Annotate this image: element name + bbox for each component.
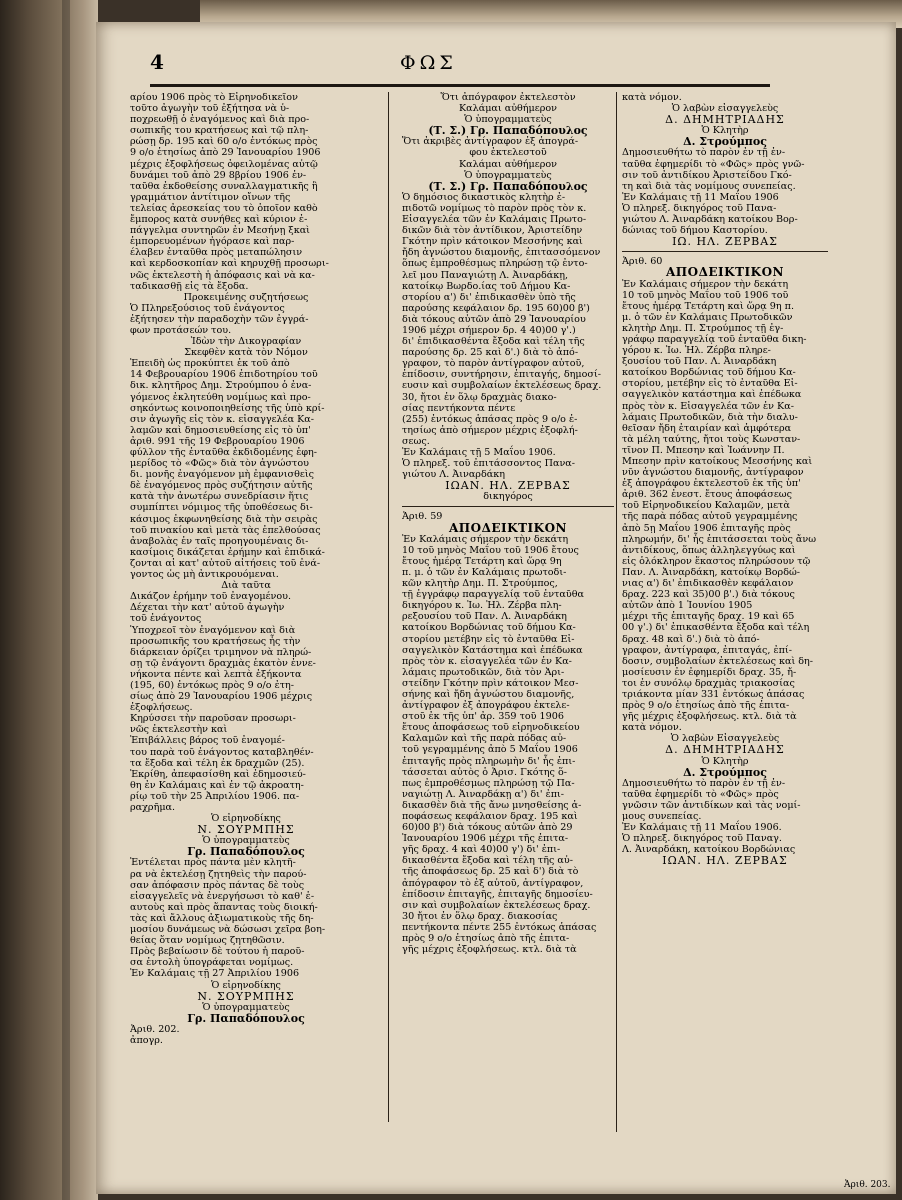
text-line: Ὁ εἰρηνοδίκης xyxy=(211,979,281,991)
column-2 xyxy=(402,92,614,1142)
text-line: ἀντίγραφον ἐξ ἀπογράφου ἐκτελε- xyxy=(402,700,570,712)
text-line: γραμμάτιον ἀντίτιμον οἴνων τῆς xyxy=(130,191,291,203)
text-line: Ὁ πληρεξ. δικηγόρος τοῦ Παναγ. xyxy=(622,833,782,845)
text-line: ταῦθα ἐφημερίδι τὸ «Φῶς» πρὸς γνῶ- xyxy=(622,158,805,170)
text-line: ἀριθ. 362 ἐνεστ. ἔτους ἀποφάσεως xyxy=(622,489,792,501)
text-line: ραχρῆμα. xyxy=(130,802,176,813)
text-line: γιώτου Λ. Ἀιναρδάκη xyxy=(402,469,505,481)
column-1 xyxy=(130,92,362,1122)
text-line: εἰσαγγελεῖς νὰ ἐνεργήσωσι τὸ καθ' ἑ- xyxy=(130,890,315,902)
text-line: δώνιας τοῦ δήμου Καστορίου. xyxy=(622,225,768,237)
text-line: γοντος ὡς μὴ ἀντικρουόμεναι. xyxy=(130,569,279,581)
text-line: ἐξ ἀπογράφου ἐκτελεστοῦ ἐκ τῆς ὑπ' xyxy=(622,478,801,490)
text-line: σαν ἀπόφασιν πρὸς πάντας δὲ τοὺς xyxy=(130,879,305,891)
text-line: Ἐπειδὴ ὡς προκύπτει ἐκ τοῦ ἀπὸ xyxy=(130,358,290,370)
text-line: δικῶν διὰ τὸν ἀντίδικον, Ἀριστείδην xyxy=(402,225,583,237)
text-line: γόρου κ. Ἰω. Ἠλ. Ζέρβα πληρε- xyxy=(622,345,771,357)
text-line: δι. μονῆς ἐναγόμενον μὴ ἐμφανισθεὶς xyxy=(130,469,314,481)
text-line: παρούσης δρ. 25 καὶ δ'.) διὰ τὸ ἀπό- xyxy=(402,347,579,359)
text-line: Διὰ ταῦτα xyxy=(221,580,271,592)
text-line: ἀριθ. 991 τῆς 19 Φεβρουαρίου 1906 xyxy=(130,435,305,447)
text-line: ἐπίδοσιν, συντήρησιν, ἐπιταγής, δημοσί- xyxy=(402,369,601,381)
text-line: τὰ μέλη ταύτης, ἤτοι τοὺς Κωνσταν- xyxy=(622,433,801,445)
text-line: δραχ. 223 καὶ 35)00 β'.) διὰ τόκους xyxy=(622,589,795,601)
text-line: του παρὰ τοῦ ἐνάγοντος καταβληθέν- xyxy=(130,746,314,758)
text-line: πάγγελμα συντηρῶν ἐν Μεσήνῃ ξκαὶ xyxy=(130,225,310,237)
text-line: πρὸς τὸν κ. Εἰσαγγελέα τῶν ἐν Κα- xyxy=(622,400,794,412)
text-line: τοῦ ἐνάγοντος xyxy=(130,613,202,625)
text-line: Δ. Στρούμπος xyxy=(683,765,767,779)
text-line: ΙΩΑΝ. ΗΛ. ΖΕΡΒΑΣ xyxy=(662,854,788,868)
text-line: ὅπως ἐμπροθέσμως πληρώσῃ τῷ ἐντο- xyxy=(402,258,588,270)
text-line: ταδικασθῇ εἰς τὰ ἔξοδα. xyxy=(130,280,249,292)
text-line: ἔτους ἡμέρᾳ Τετάρτη καὶ ὥρᾳ 9η π. xyxy=(622,300,795,312)
text-line: Ὅτι ἀπόγραφον ἐκτελεστὸν xyxy=(440,92,576,103)
text-line: Ὁ ὑπογραμματεὺς xyxy=(202,835,290,847)
text-line: δικηγόρος xyxy=(483,491,533,503)
text-line: Ἐν Καλάμαις τῇ 11 Μαΐου 1906 xyxy=(622,191,779,203)
text-line: Δικάζον ἐρήμην τοῦ ἐναγομένου. xyxy=(130,591,292,603)
text-line: π. μ. ὁ τῶν ἐν Καλάμαις πρωτοδι- xyxy=(402,566,567,578)
text-line: σωπικῆς του κρατήσεως καὶ τῷ πλη- xyxy=(130,125,309,137)
text-line: μ. ὁ τῶν ἐν Καλάμαις Πρωτοδικῶν xyxy=(622,311,793,323)
text-line: τη καὶ διὰ τὰς νομίμους συνεπείας. xyxy=(622,180,796,192)
text-line: λάμαις Πρωτοδικῶν, διὰ τὴν διαλυ- xyxy=(622,411,798,423)
text-line: συμπίπτει νόμιμος τῆς ὑποθέσεως δι- xyxy=(130,502,313,514)
text-line: στορίου, μετέβην εἰς τὸ ἐνταῦθα Εἰ- xyxy=(622,378,798,390)
text-line: ρεξουσίου τοῦ Παν. Λ. Ἀιναρδάκη xyxy=(402,611,567,623)
text-line: κατὰ τὴν ἀνωτέρω συνεδρίασιν ἥτις xyxy=(130,491,309,503)
text-line: Ν. ΣΟΥΡΜΠΗΣ xyxy=(197,823,295,837)
text-line: Ὁ ὑπογραμματεὺς xyxy=(464,114,552,126)
text-line: Καλάμαι αὐθήμερον xyxy=(458,103,558,115)
text-line: σιν ἀγωγῆς εἰς τὸν κ. εἰσαγγελέα Κα- xyxy=(130,413,315,425)
text-line: Ὑποχρεοῖ τὸν ἐναγόμενον καὶ διὰ xyxy=(130,624,296,636)
text-line: τοῦ Εἰρηνοδικείου Καλαμῶν, μετὰ xyxy=(622,500,790,512)
text-line: νῦν ἀγνώστου διαμονῆς, ἀντίγραφον xyxy=(622,467,804,479)
text-line: ἤδη ἀγνώστου διαμονῆς, ἐπιτασσόμενον xyxy=(402,247,601,259)
footer-number: Ἀριθ. 203. xyxy=(844,1180,891,1190)
text-line: τῆς ἀποφάσεως δρ. 25 καὶ δ') διὰ τὸ xyxy=(402,866,579,878)
text-line: δικ. κλητῆρος Δημ. Στρούμπου ὁ ἐνα- xyxy=(130,380,312,392)
text-line: πως ἐμπροθέσμως πληρώσῃ τῷ Πα- xyxy=(402,777,575,789)
text-line: τῇ ἐγγράφῳ παραγγελίᾳ τοῦ ἐνταῦθα xyxy=(402,589,584,601)
text-line: Ν. ΣΟΥΡΜΠΗΣ xyxy=(197,989,295,1003)
text-line: θεῖσαν ἤδη ἑταιρίαν καὶ ἀμφότερα xyxy=(622,422,792,434)
text-line: Ὁ πληρεξ. τοῦ ἐπιτάσσοντος Πανα- xyxy=(402,458,575,470)
text-line: τοι ἐν συνόλῳ δραχμὰς τριακοσίας xyxy=(622,677,795,689)
text-line: γράφῳ παραγγελίᾳ τοῦ ἐνταῦθα δικη- xyxy=(622,333,807,345)
text-line: μοσίου δυνάμεως νὰ δώσωσι χεῖρα βοη- xyxy=(130,924,326,936)
text-line: γιώτου Λ. Ἀιναρδάκη κατοίκου Βορ- xyxy=(622,214,798,226)
text-line: πιδοτῶ νομίμως τὸ παρὸν πρὸς τὸν κ. xyxy=(402,202,587,214)
text-line: σῃ τῷ ἐνάγοντι δραχμὰς ἑκατὸν ἐννε- xyxy=(130,657,316,669)
text-line: δὲ ἐναγόμενος πρὸς συζήτησιν αὐτῆς xyxy=(130,480,313,492)
text-line: νιας α') δι' ἐπιδικασθὲν κεφάλαιον xyxy=(622,578,794,590)
text-line: μους συνεπείας. xyxy=(622,811,702,822)
text-line: νήκοντα πέντε καὶ λεπτὰ ἑξήκοντα xyxy=(130,668,302,680)
text-line: (Τ. Σ.) Γρ. Παπαδόπουλος xyxy=(428,179,588,193)
text-line: ταῦθα ἐκδοθείσης συναλλαγματικῆς ἢ xyxy=(130,180,318,192)
text-line: δικηγόρου κ. Ἰω. Ἠλ. Ζέρβα πλη- xyxy=(402,600,562,612)
text-line: ρίῳ τοῦ τὴν 25 Ἀπριλίου 1906. πα- xyxy=(130,790,300,802)
text-line: μέχρι τῆς ἐπιταγῆς δραχ. 19 καὶ 65 xyxy=(622,611,795,623)
text-line: έλαβεν ἐνταῦθα πρὸς μεταπώλησιν xyxy=(130,247,303,259)
text-line: (Τ. Σ.) Γρ. Παπαδόπουλος xyxy=(428,124,588,138)
text-line: εἰς ὁλόκληρον ἕκαστος πληρώσουν τῷ xyxy=(622,555,811,567)
text-line: 30 ἤτοι ἐν ὅλῳ δραχ. διακοσίας xyxy=(402,910,558,922)
text-line: σαγγελικὸν Κατάστημα καὶ ἐπέδωκα xyxy=(402,644,583,656)
text-line: ΙΩΑΝ. ΗΛ. ΖΕΡΒΑΣ xyxy=(445,479,571,493)
text-line: νῶς ἐκτελεστὴ ἡ ἀπόφασις καὶ νὰ κα- xyxy=(130,269,315,281)
text-line: κλητὴρ Δημ. Π. Στρούμπος τῇ ἐγ- xyxy=(622,322,784,334)
text-line: σήνης καὶ ἤδη ἀγνώστου διαμονῆς, xyxy=(402,688,575,700)
text-line: κατοίκῳ Βωρδο.ίας τοῦ Δήμου Κα- xyxy=(402,280,571,292)
text-line: πρὸς τὸν κ. εἰσαγγελέα τῶν ἐν Κα- xyxy=(402,655,572,667)
text-line: ἐπιταγῆς πρὸς πληρωμὴν δι' ἧς ἐπι- xyxy=(402,755,576,767)
text-line: τὰς καὶ ἄλλους ἀξιωματικοὺς τῆς δη- xyxy=(130,912,314,924)
column-3 xyxy=(622,92,828,1132)
text-line: ναγιώτῃ Λ. Ἀιναρδάκῃ α') δι' ἐπι- xyxy=(402,788,565,800)
text-line: σίας πεντήκοντα πέντε xyxy=(402,402,516,414)
text-line: ἔμπορος κατὰ συνήθες καὶ κύριον ἐ- xyxy=(130,214,308,226)
text-line: στοῦ ἐκ τῆς ὑπ' ἀρ. 359 τοῦ 1906 xyxy=(402,711,564,723)
text-line: σα ἐντολὴ ὑπογράφεται νομίμως. xyxy=(130,957,294,969)
text-line: σιν τοῦ ἀντιδίκου Ἀριστείδου Γκό- xyxy=(622,169,792,181)
text-line: Ὁ εἰρηνοδίκης xyxy=(211,813,281,825)
page-header xyxy=(150,50,770,90)
text-line: Κηρύσσει τὴν παροῦσαν προσωρι- xyxy=(130,713,296,725)
text-line: Παν. Λ. Ἀιναρδάκη, κατοίκῳ Βορδώ- xyxy=(622,566,801,578)
text-line: αρίου 1906 πρὸς τὸ Εἰρηνοδικεῖον xyxy=(130,92,298,103)
text-line: φύλλον τῆς ἐνταῦθα ἐκδιδομένης ἐφη- xyxy=(130,447,318,458)
text-line: ποχρεωθῇ ὁ ἐναγόμενος καὶ διὰ προ- xyxy=(130,114,310,126)
text-line: ρα νὰ ἐκτελέσῃ ζητηθεὶς τὴν παρού- xyxy=(130,868,307,880)
text-line: Ὁ λαβὼν Εἰσαγγελεὺς xyxy=(670,733,780,745)
text-line: Ἐν Καλάμαις σήμερον τὴν δεκάτη xyxy=(402,533,569,545)
text-line: Δημοσιευθήτω τὸ παρὸν ἐν τῇ ἐν- xyxy=(622,147,786,159)
text-line: φου ἐκτελεστοῦ xyxy=(469,147,547,159)
text-line: γῆς δραχ. 4 καὶ 40)00 γ') δι' ἐπι- xyxy=(402,844,561,856)
text-line: 14 Φεβρουαρίου 1906 ἐπιδοτηρίου τοῦ xyxy=(130,369,318,381)
text-line: προσωπικῆς του κρατήσεως ἧς τὴν xyxy=(130,635,301,647)
page-number: 4 xyxy=(150,50,164,74)
section-rule xyxy=(622,251,828,252)
text-line: γραφον, ἀντίγραφα, ἐπιταγάς, ἐπί- xyxy=(622,644,792,656)
text-line: ἀπὸ 5ῃ Μαΐου 1906 ἐπιταγῆς πρὸς xyxy=(622,522,791,534)
text-line: θείας ὅταν νομίμως ζητηθῶσιν. xyxy=(130,935,285,947)
text-line: Δ. ΔΗΜΗΤΡΙΑΔΗΣ xyxy=(665,743,785,757)
text-line: Ὁ Πληρεξούσιος τοῦ ἐνάγοντος xyxy=(130,302,285,314)
text-line: ἐπίδοσιν ἐπιταγῆς, ἐπιταγῆς δημοσίευ- xyxy=(402,888,593,900)
text-line: τριάκοντα μίαν 331 ἐντόκως ἁπάσας xyxy=(622,688,805,700)
text-line: δικασθέντα ἔξοδα καὶ τέλη τῆς αὐ- xyxy=(402,855,573,867)
text-line: Ἐπιβάλλεις βάρος τοῦ ἐναγομέ- xyxy=(130,735,285,747)
text-line: κατοίκου Βορδώνιας τοῦ δήμου Κα- xyxy=(402,622,576,634)
text-line: Δ. ΔΗΜΗΤΡΙΑΔΗΣ xyxy=(665,113,785,127)
text-line: κατὰ νόμον. xyxy=(622,92,682,103)
text-line: λεῖ μου Παναγιώτῃ Λ. Ἀιναρδάκῃ, xyxy=(402,269,569,281)
text-line: γνῶσιν τῶν ἀντιδίκων καὶ τὰς νομί- xyxy=(622,799,801,811)
text-line: μερίδος τὸ «Φῶς» διὰ τὸν ἀγνώστου xyxy=(130,458,309,470)
text-line: Λ. Ἀιναρδάκη, κατοίκου Βορδώνιας xyxy=(622,844,796,856)
text-line: τῖνον Π. Μπεσην καὶ Ἰωάννην Π. xyxy=(622,444,785,456)
text-line: δι' ἐπιδικασθέντα ἔξοδα καὶ τέλη τῆς xyxy=(402,336,585,348)
text-line: λαμῶν καὶ δημοσιευθείσης εἰς τὸ ὑπ' xyxy=(130,424,311,436)
text-line: 1906 μέχρι σήμερον δρ. 4 40)00 γ'.) xyxy=(402,324,576,336)
text-line: κατοίκου Βορδώνιας τοῦ δήμου Κα- xyxy=(622,367,796,379)
text-line: 9 ο/ο ἐτησίως ἀπὸ 29 Ἰανουαρίου 1906 xyxy=(130,147,321,159)
text-line: σεως. xyxy=(402,435,430,447)
text-line: δυνάμει τοῦ ἀπὸ 29 8βρίου 1906 ἐν- xyxy=(130,169,307,181)
text-line: γραφον, τὸ παρὸν ἀντίγραφον αὐτοῦ, xyxy=(402,358,585,370)
text-line: ποφάσεως κεφάλαιον δραχ. 195 καὶ xyxy=(402,811,578,822)
text-line: Καλαμῶν καὶ τῆς παρὰ πόδας αὐ- xyxy=(402,733,567,745)
text-line: διὰ τόκους αὐτῶν ἀπὸ 29 Ἰανουαρίου xyxy=(402,313,586,325)
header-rule xyxy=(150,84,770,87)
text-line: ἀντιδίκους, ὅπως ἀλληλεγγύως καὶ xyxy=(622,544,796,556)
text-line: Ἀριθ. 202. xyxy=(130,1023,180,1035)
text-line: Ὁ Κλητὴρ xyxy=(701,755,749,767)
text-line: πρὸς 9 ο/ο ἐτησίως ἀπὸ τῆς ἐπιτα- xyxy=(622,700,790,712)
text-line: ΑΠΟΔΕΙΚΤΙΚΟΝ xyxy=(666,265,784,280)
text-line: Ἐν Καλάμαις τῇ 5 Μαΐου 1906. xyxy=(402,447,556,458)
text-line: κῶν κλητὴρ Δημ. Π. Στρούμπος, xyxy=(402,578,558,590)
text-line: ἀπογρ. xyxy=(130,1034,163,1046)
column-divider xyxy=(616,92,617,1132)
section-rule xyxy=(402,506,614,507)
text-line: Ὅτι ἀκριβὲς ἀντίγραφον ἐξ ἀπογρά- xyxy=(402,136,579,148)
text-line: Πρὸς βεβαίωσιν δὲ τούτου ἡ παροῦ- xyxy=(130,946,305,958)
text-line: ἐμπορευομένων ἠγόρασε καὶ παρ- xyxy=(130,236,295,248)
text-line: 10 τοῦ μηνὸς Μαΐου τοῦ 1906 τοῦ xyxy=(622,289,789,301)
text-line: καὶ κερδοσκοπίαν καὶ κηρυχθῇ προσωρι- xyxy=(130,258,329,270)
text-line: τῆς παρὰ πόδας αὐτοῦ γεγραμμένης xyxy=(622,511,798,523)
text-line: 10 τοῦ μηνὸς Μαΐου τοῦ 1906 ἔτους xyxy=(402,544,579,556)
text-line: ἀναβολὰς ἐν ταῖς προηγουμέναις δι- xyxy=(130,535,309,547)
text-line: ΑΠΟΔΕΙΚΤΙΚΟΝ xyxy=(449,520,567,535)
text-line: Εἰσαγγελέα τῶν ἐν Καλάμαις Πρωτο- xyxy=(402,214,587,226)
text-line: τάσσεται αὐτὸς ὁ Ἀρισ. Γκότης ὅ- xyxy=(402,766,567,778)
text-line: 00 γ'.) δι' ἐπικασθέντα ἔξοδα καὶ τέλη xyxy=(622,622,810,634)
text-line: τοῦ γεγραμμένης ἀπὸ 5 Μαΐου 1906 xyxy=(402,744,578,756)
text-line: τα ἔξοδα καὶ τέλη ἐκ δραχμῶν (25). xyxy=(130,757,305,769)
text-line: Ὁ Κλητὴρ xyxy=(701,125,749,137)
text-line: στείδην Γκότην πρὶν κάτοικον Μεσ- xyxy=(402,677,579,689)
text-line: Δέχεται τὴν κατ' αὐτοῦ ἀγωγὴν xyxy=(130,602,285,614)
text-line: ἐξοφλήσεως. xyxy=(130,702,193,714)
text-line: ταῦθα ἐφημερίδι τὸ «Φῶς» πρὸς xyxy=(622,788,779,800)
text-line: ξουσίου τοῦ Παν. Λ. Ἀιναρδάκη xyxy=(622,356,777,368)
text-line: πρὸς 9 ο/ο ἐτησίως ἀπὸ τῆς ἐπιτα- xyxy=(402,933,570,945)
text-line: παρούσης κεφάλαιον δρ. 195 60)00 β') xyxy=(402,302,590,314)
text-line: ἔτους ἡμέρᾳ Τετάρτη καὶ ὥρᾳ 9η xyxy=(402,555,562,567)
text-line: δικασθὲν διὰ τῆς ἄνω μνησθείσης ἀ- xyxy=(402,799,582,811)
text-line: τοῦτο ἀγωγὴν τοῦ ἐξήτησα νὰ ὑ- xyxy=(130,103,290,115)
text-line: Γκότην πρὶν κάτοικον Μεσσήνης καὶ xyxy=(402,236,583,248)
text-line: πεντήκοντα πέντε 255 ἐντόκως ἁπάσας xyxy=(402,921,597,933)
text-line: ἔτους ἀποφάσεως τοῦ εἰρηνοδικείου xyxy=(402,722,580,734)
text-line: Ὁ δημόσιος δικαστικὸς κλητὴρ ἐ- xyxy=(402,191,566,203)
text-line: Δημοσιευθήτω τὸ παρὸν ἐν τῇ ἐν- xyxy=(622,777,786,789)
text-line: σηκόντως κοινοποιηθείσης τῆς ὑπὸ κρί- xyxy=(130,402,325,414)
text-line: γῆς μέχρις ἐξοφλήσεως. κτλ. διὰ τὰ xyxy=(622,711,797,723)
text-line: Γρ. Παπαδόπουλος xyxy=(187,1011,305,1025)
text-line: σίως ἀπὸ 29 Ἰανουαρίου 1906 μέχρις xyxy=(130,691,313,703)
text-line: αὐτῶν ἀπὸ 1 Ἰουνίου 1905 xyxy=(622,600,753,612)
text-line: (195, 60) ἐντόκως πρὸς 9 ο/ο ἐτη- xyxy=(130,679,295,691)
text-line: σιν καὶ συμβολαίων ἐκτελέσεως δραχ. xyxy=(402,899,591,911)
text-line: Ἐν Καλάμαις τῇ 11 Μαΐου 1906. xyxy=(622,822,782,834)
text-line: Ἐν Καλάμαις σήμερον τὴν δεκάτη xyxy=(622,278,789,290)
text-line: γόμενος ἐκλητεύθη νομίμως καὶ προ- xyxy=(130,391,311,403)
text-line: ἐξήτησεν τὴν παραδοχὴν τῶν ἐγγρά- xyxy=(130,313,309,325)
text-line: Γρ. Παπαδόπουλος xyxy=(187,845,305,859)
text-line: πληρωμήν, δι' ἧς ἐπιτάσσεται τοὺς ἄνω xyxy=(622,533,817,545)
masthead: ΦΩΣ xyxy=(400,52,457,74)
text-line: ευσιν καὶ συμβολαίων ἐκτελέσεως δραχ. xyxy=(402,380,602,392)
text-line: Καλάμαι αὐθήμερον xyxy=(458,158,558,170)
text-line: μέχρις ἐξοφλήσεως ὀφειλομένας αὐτῷ xyxy=(130,158,318,170)
text-line: Ἐν Καλάμαις τῇ 27 Ἀπριλίου 1906 xyxy=(130,968,300,980)
text-line: ἀπόγραφον τὸ ἐξ αὐτοῦ, ἀντίγραφον, xyxy=(402,877,584,889)
text-line: Μπεσην πρὶν κατοίκους Μεσσήνης καὶ xyxy=(622,456,813,467)
book-binding xyxy=(0,0,98,1200)
text-line: Ἀριθ. 59 xyxy=(402,511,443,523)
text-line: 60)00 β') διὰ τόκους αὐτῶν ἀπὸ 29 xyxy=(402,822,573,834)
text-line: Προκειμένης συζητήσεως xyxy=(183,291,309,303)
text-line: κασίμοις δικάζεται ἐρήμην καὶ ἐπιδικά- xyxy=(130,546,325,558)
text-line: στορίου μετέβην εἰς τὸ ἐνταῦθα Εἰ- xyxy=(402,633,575,645)
text-line: Ἰδὼν τὴν Δικογραφίαν xyxy=(190,336,302,348)
column-divider xyxy=(388,92,389,1122)
text-line: δοσιν, συμβολαίων ἐκτελέσεως καὶ δη- xyxy=(622,655,814,667)
text-line: δραχ. 48 καὶ δ'.) διὰ τὸ ἀπό- xyxy=(622,633,760,645)
text-line: (255) ἐντόκως ἁπάσας πρὸς 9 ο/ο ἐ- xyxy=(402,413,578,425)
text-line: 30, ἤτοι ἐν ὅλῳ δραχμὰς διακο- xyxy=(402,391,557,403)
text-line: Ἐκρίθη, ἀπεφασίσθη καὶ ἐδημοσιεύ- xyxy=(130,768,306,780)
text-line: γῆς μέχρις ἐξοφλήσεως. κτλ. διὰ τὰ xyxy=(402,944,577,956)
text-line: κάσιμος ἐκφωνηθείσης διὰ τὴν σειρὰς xyxy=(130,513,318,525)
text-line: Ὁ πληρεξ. δικηγόρος τοῦ Πανα- xyxy=(622,202,777,214)
text-line: αυτοὺς καὶ πρὸς ἅπαντας τοὺς διοική- xyxy=(130,901,318,913)
text-line: νῶς ἐκτελεστὴν καὶ xyxy=(130,724,228,736)
text-line: Ἰανουαρίου 1906 μέχρι τῆς ἐπιτα- xyxy=(402,833,569,845)
text-line: ζονται αἱ κατ' αὐτοῦ αἰτήσεις τοῦ ἐνά- xyxy=(130,557,321,569)
text-line: σαγγελικὸν κατάστημα καὶ ἐπέδωκα xyxy=(622,389,802,401)
text-line: Ἀριθ. 60 xyxy=(622,256,663,268)
text-line: λάμαις πρωτοδικῶν, διὰ τὸν Ἀρι- xyxy=(402,666,565,678)
text-line: φων προτάσεών του. xyxy=(130,324,232,336)
text-line: μοσίευσιν ἐν ἐφημερίδι δραχ. 35, ἤ- xyxy=(622,666,797,678)
text-line: διάρκειαν ὁρίζει τριμηνον νὰ πληρώ- xyxy=(130,646,312,658)
text-line: Ὁ ὑπογραμματεὺς xyxy=(464,169,552,181)
text-line: τησίως ἀπὸ σήμερον μέχρις ἐξοφλή- xyxy=(402,424,578,436)
text-line: στορίου α') δι' ἐπιδικασθὲν ὑπὸ τῆς xyxy=(402,291,576,303)
text-line: κατὰ νόμον. xyxy=(622,722,682,734)
text-line: τελείας ἀρεσκείας του τὸ ὁποῖον καθὸ xyxy=(130,202,318,214)
text-line: Σκεφθὲν κατὰ τὸν Νόμον xyxy=(184,347,308,359)
text-line: θη ἐν Καλάμαις καὶ ἐν τῷ ἀκροατη- xyxy=(130,779,304,791)
text-line: τοῦ πινακίου καὶ μετὰ τὰς ἐπελθούσας xyxy=(130,524,321,536)
text-line: Ὁ ὑπογραμματεὺς xyxy=(202,1001,290,1013)
text-line: Ἐντέλεται πρὸς πάντα μὲν κλητῆ- xyxy=(130,857,296,869)
text-line: Ὁ λαβὼν εἰσαγγελεὺς xyxy=(671,103,779,115)
text-line: Δ. Στρούμπος xyxy=(683,135,767,149)
text-line: ΙΩ. ΗΛ. ΖΕΡΒΑΣ xyxy=(672,235,778,249)
text-line: ρώσῃ δρ. 195 καὶ 60 ο/ο ἐντόκως πρὸς xyxy=(130,136,318,148)
